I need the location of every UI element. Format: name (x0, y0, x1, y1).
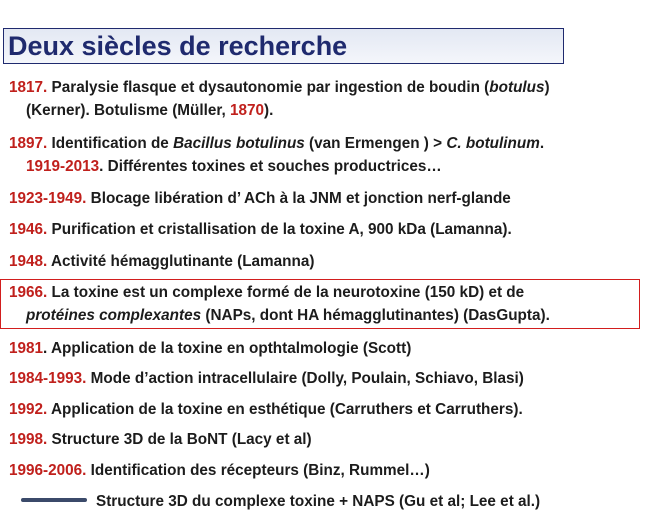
entry-1984: 1984-1993. Mode d’action intracellulaire (Dolly, Poulain, Schiavo, Blasi) (9, 370, 524, 387)
entry-year: 1817. (9, 79, 48, 96)
slide-title-box (3, 28, 564, 64)
entry-1817-line2: (Kerner). Botulisme (Müller, 1870). (26, 102, 274, 119)
entry-1966-line1: 1966. La toxine est un complexe formé de la neurotoxine (150 kD) et de (9, 284, 525, 301)
entry-1966-line2: protéines complexantes (NAPs, dont HA hémagglutinantes) (DasGupta). (26, 307, 550, 324)
entry-1897-line2: 1919-2013. Différentes toxines et souches productrices… (26, 158, 442, 175)
entry-last: Structure 3D du complexe toxine + NAPS (Gu et al; Lee et al.) (96, 493, 541, 510)
entry-1897-line1: 1897. Identification de Bacillus botulinus (van Ermengen ) > C. botulinum. (9, 135, 545, 152)
slide-title: Deux siècles de recherche (8, 31, 348, 61)
entry-1817-line1: 1817. Paralysie flasque et dysautonomie par ingestion de boudin (botulus) (9, 79, 550, 96)
entry-year: 1897. (9, 135, 48, 152)
entry-1946: 1946. Purification et cristallisation de la toxine A, 900 kDa (Lamanna). (9, 221, 512, 238)
entry-1992: 1992. Application de la toxine en esthétique (Carruthers et Carruthers). (9, 401, 523, 418)
entry-1996: 1996-2006. Identification des récepteurs (Binz, Rummel…) (9, 462, 430, 479)
entry-1981: 1981. Application de la toxine en opthtalmologie (Scott) (9, 340, 412, 357)
entry-1998: 1998. Structure 3D de la BoNT (Lacy et al) (9, 431, 312, 448)
dash-bullet (21, 498, 87, 502)
entry-1948: 1948. Activité hémagglutinante (Lamanna) (9, 253, 315, 270)
entry-1923: 1923-1949. Blocage libération d’ ACh à la JNM et jonction nerf-glande (9, 190, 511, 207)
